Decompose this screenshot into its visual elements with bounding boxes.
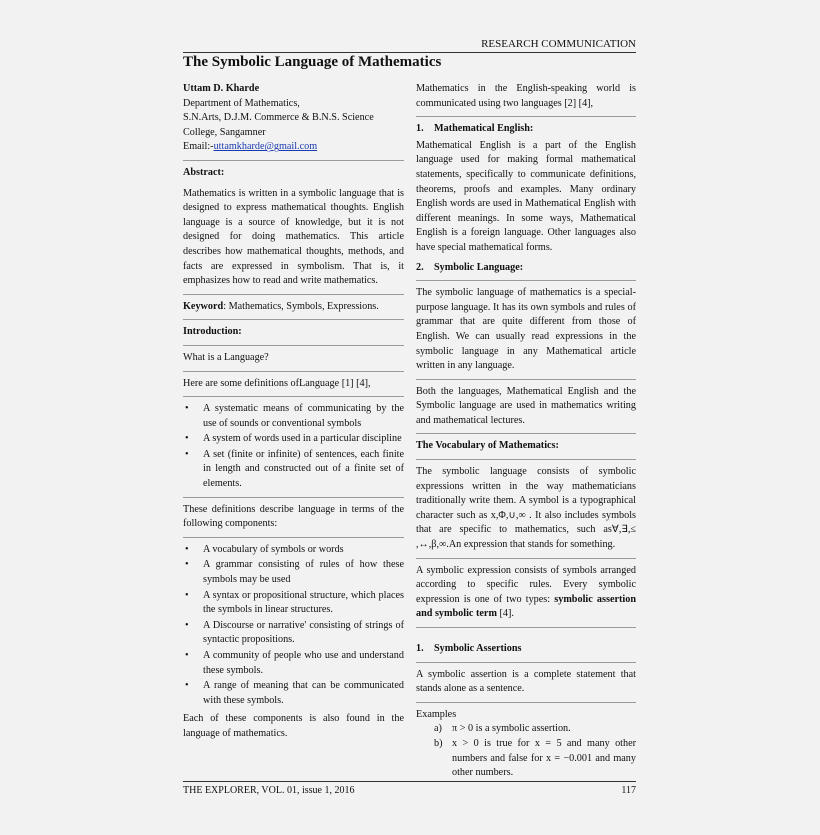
- symbolic-assertions-text: A symbolic assertion is a complete statement that stands alone as a sentence.: [416, 668, 636, 695]
- divider: [183, 497, 404, 498]
- divider: [416, 702, 636, 703]
- divider: [416, 379, 636, 380]
- divider: [416, 459, 636, 460]
- languages-lead: Mathematics in the English-speaking world is communicated using two languages [2] [4],: [416, 83, 636, 109]
- list-item: • A syntax or propositional structure, which places the symbols in linear structures.: [183, 589, 404, 618]
- page-number: 117: [621, 785, 636, 796]
- author-email-line: [183, 140, 404, 155]
- components-lead: These definitions describe language in terms of the following components:: [183, 503, 404, 530]
- divider: [416, 627, 636, 628]
- examples-label: Examples: [416, 708, 457, 720]
- intro-question: What is a Language?: [183, 351, 269, 363]
- mathematical-english-text: Mathematical English is a part of the English language used for making formal mathematical statements, specifically to communicate definitions, theorems, proofs and examples. Many ordinary English words are used in Mathematical English with different meanings. In some ways, Mathematical English is a foreign language. Other languages also have special mathematical forms.: [416, 139, 636, 253]
- divider: [416, 558, 636, 559]
- mathematical-english-heading: 1. Mathematical English:: [416, 123, 534, 135]
- right-column: [416, 82, 636, 781]
- divider: [183, 396, 404, 397]
- author-college-line1: S.N.Arts, D.J.M. Commerce & B.N.S. Science: [183, 112, 374, 124]
- divider: [183, 371, 404, 372]
- list-item: • A systematic means of communicating by the use of sounds or conventional symbols: [183, 402, 404, 431]
- divider: [416, 280, 636, 281]
- author-name: Uttam D. Kharde: [183, 83, 260, 94]
- vocabulary-text: The symbolic language consists of symbolic expressions written in the way mathematicians traditionally write them. A symbol is a typographical character such as x,Φ,∪,∞ . It also includes symbols that are specific to mathematics, such as∀,∃,≤ ,↔,β,∞.An expression that stands for something.: [416, 466, 636, 551]
- keyword-text: : Mathematics, Symbols, Expressions.: [223, 300, 379, 312]
- paper-title: The Symbolic Language of Mathematics: [183, 54, 442, 70]
- symbolic-language-text: The symbolic language of mathematics is a special-purpose language. It has its own symbols and rules of grammar that are quite different from those of English. We can usually read expressions in the symbolic language in any Mathematical article written in any language.: [416, 287, 636, 372]
- symbolic-assertions-heading: 1. Symbolic Assertions: [416, 643, 522, 654]
- abstract-heading: Abstract:: [183, 166, 225, 178]
- definitions-lead: Here are some definitions ofLanguage [1] [4],: [183, 377, 371, 389]
- divider: [183, 537, 404, 538]
- divider: [183, 160, 404, 161]
- expression-text: A symbolic expression consists of symbols arranged according to specific rules. Every symbolic expression is one of two types: symbolic assertion and symbolic term [4].: [416, 564, 636, 620]
- page-footer: [183, 785, 636, 796]
- list-item: • A community of people who use and understand these symbols.: [183, 649, 404, 678]
- divider: [416, 433, 636, 434]
- divider: [416, 116, 636, 117]
- vocabulary-heading: The Vocabulary of Mathematics:: [416, 440, 559, 452]
- list-item: • A Discourse or narrative' consisting of strings of syntactic propositions.: [183, 619, 404, 648]
- both-languages-text: Both the languages, Mathematical English and the Symbolic language are used in mathematics writing and mathematical lectures.: [416, 385, 636, 426]
- abstract-text: Mathematics is written in a symbolic language that is designed to express mathematical thoughts. English language is a source of knowledge, but it is not designed for doing mathematics. This article describes how mathematical thoughts, methods, and facts are expressed in symbolism. That is, it emphasizes how to read and write mathematics.: [183, 187, 404, 287]
- divider: [416, 662, 636, 663]
- list-item: • A set (finite or infinite) of sentences, each finite in length and constructed out of a finite set of elements.: [183, 448, 404, 492]
- journal-info: THE EXPLORER, VOL. 01, issue 1, 2016: [183, 785, 355, 796]
- list-item: b) x > 0 is true for x = 5 and many other numbers and false for x = −0.001 and many other numbers.: [434, 737, 636, 779]
- divider: [183, 294, 404, 295]
- list-item: a) π > 0 is a symbolic assertion.: [434, 723, 571, 735]
- email-link[interactable]: uttamkharde@gmail.com: [213, 141, 318, 153]
- left-column: [183, 82, 404, 742]
- definitions-list: [183, 402, 404, 492]
- keyword-label: Keyword: [183, 300, 224, 312]
- divider: [183, 319, 404, 320]
- symbolic-language-heading: 2. Symbolic Language:: [416, 261, 524, 273]
- list-item: • A grammar consisting of rules of how these symbols may be used: [183, 558, 404, 587]
- components-list: [183, 543, 404, 709]
- list-item: • A range of meaning that can be communicated with these symbols.: [183, 679, 404, 708]
- footer-rule: [183, 781, 636, 782]
- section-header: RESEARCH COMMUNICATION: [481, 38, 636, 50]
- email-label: Email:-: [183, 141, 214, 153]
- header-rule: [183, 52, 636, 53]
- divider: [183, 345, 404, 346]
- examples-list: [416, 722, 636, 780]
- list-item: • A system of words used in a particular discipline: [183, 432, 404, 447]
- components-closing: Each of these components is also found in the language of mathematics.: [183, 713, 404, 739]
- intro-heading: Introduction:: [183, 326, 242, 338]
- author-college-line2: College, Sangamner: [183, 126, 266, 138]
- keyword-line: [183, 300, 404, 315]
- author-dept: Department of Mathematics,: [183, 97, 300, 109]
- list-item: • A vocabulary of symbols or words: [183, 543, 404, 558]
